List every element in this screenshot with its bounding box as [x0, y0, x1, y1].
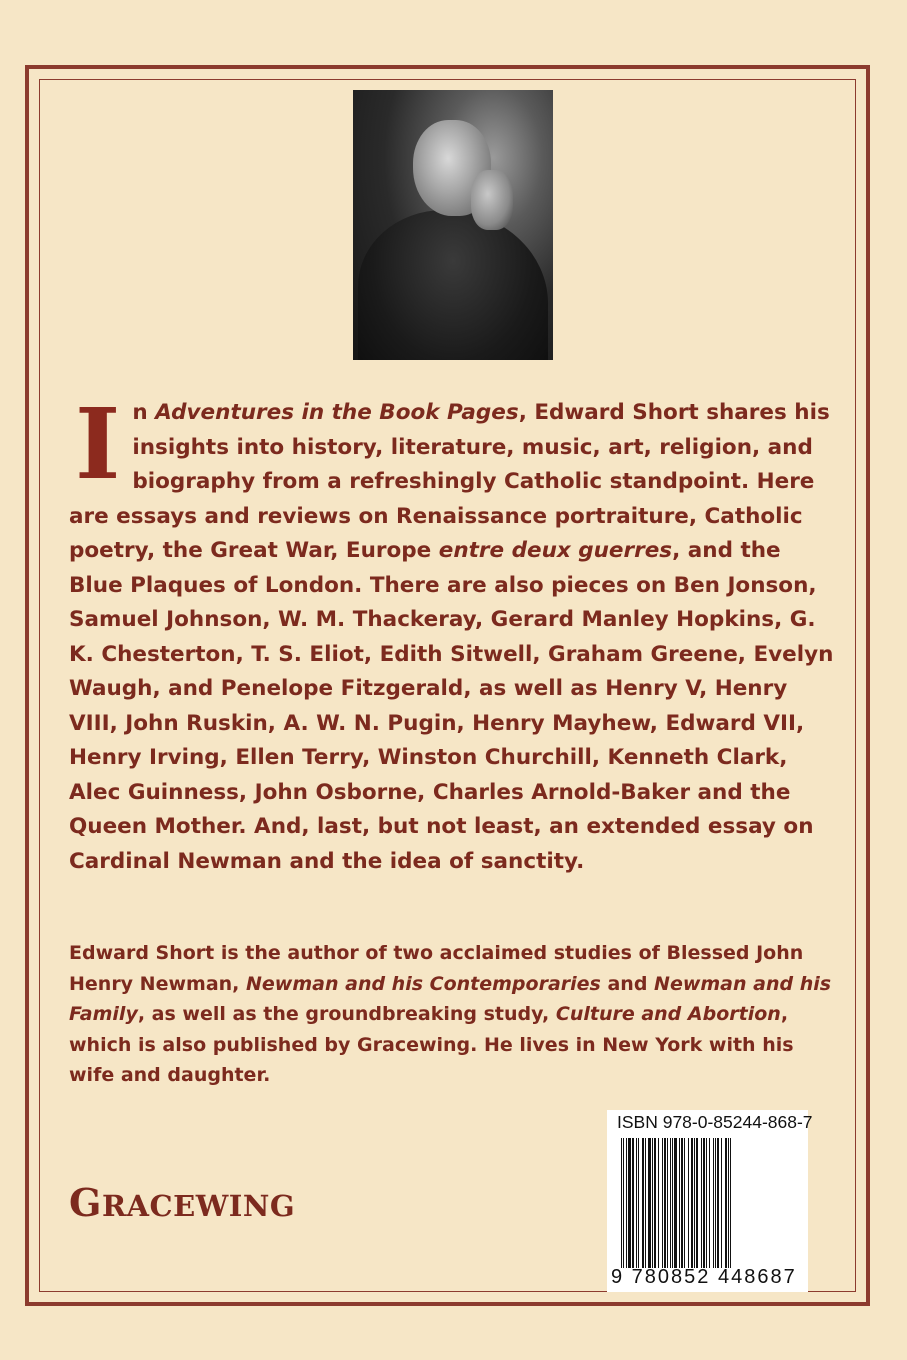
- barcode-digits: 9 780852 448687: [611, 1266, 797, 1288]
- author-portrait-photo: [353, 90, 553, 360]
- bio-text-1: Edward Short is the author of two acclaimed studies of Blessed John Henry Newman,: [69, 942, 804, 995]
- blurb-text-3: , and the Blue Plaques of London. There are also pieces on Ben Jonson, Samuel Johnson, W. M. Thackeray, Gerard Manley Hopkins, G. K. Chesterton, T. S. Eliot, Edith Sitwell, Graham Greene, Evelyn Waugh, and Penelope Fitzgerald, as well as Henry V, Henry VIII, John Ruskin, A. W. N. Pugin, Henry Mayhew, Edward VII, Henry Irving, Ellen Terry, Winston Churchill, Kenneth Clark, Alec Guinness, John Osborne, Charles Arnold-Baker and the Queen Mother. And, last, but not least, an extended essay on Cardinal Newman and the idea of sanctity.: [69, 538, 834, 874]
- isbn-barcode: [607, 1110, 813, 1292]
- barcode-bars: [621, 1138, 801, 1268]
- blurb-text-2: , Edward Short shares his insights into history, literature, music, art, religion, and biography from a refreshingly Catholic standpoint. Here are essays and reviews on Renaissance portraiture, Catholic poetry, the Great War, Europe: [69, 400, 830, 563]
- blurb-italic-phrase: entre deux guerres: [438, 538, 673, 563]
- book-description: [69, 387, 841, 879]
- publisher-initial: G: [69, 1180, 102, 1225]
- bio-text-3: , as well as the groundbreaking study,: [137, 1003, 556, 1025]
- publisher-name-rest: RACEWING: [101, 1189, 296, 1223]
- blurb-text-1: n: [132, 400, 156, 425]
- author-bio: [69, 938, 841, 1091]
- drop-cap: I: [75, 387, 121, 501]
- bio-text-4: , which is also published by Gracewing. He lives in New York with his wife and daughter.: [69, 1003, 794, 1086]
- bio-title-1: Newman and his Contemporaries: [246, 972, 601, 995]
- bio-text-2: and: [600, 972, 655, 995]
- bio-title-3: Culture and Abortion: [555, 1003, 781, 1025]
- publisher-logo: [69, 1180, 295, 1225]
- bio-title-2: Newman and his Family: [69, 972, 832, 1025]
- isbn-label: ISBN 978-0-85244-868-7: [617, 1112, 813, 1132]
- blurb-book-title: Adventures in the Book Pages: [155, 400, 519, 425]
